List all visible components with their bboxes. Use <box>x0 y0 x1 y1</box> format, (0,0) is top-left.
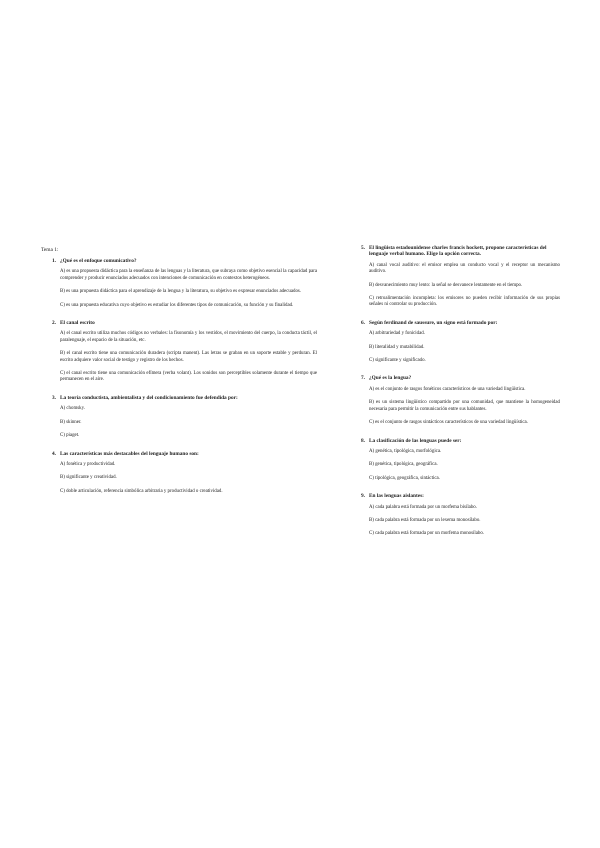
answer-option: C) tipológica, geográfica, sintáctica. <box>369 475 440 481</box>
question-heading <box>41 395 317 401</box>
answer-option: A) es el conjunto de rasgos fonéticos característicos de una variedad lingüística. <box>369 386 526 392</box>
question-number: 9. <box>361 493 365 500</box>
answer-option: B) el canal escrito tiene una comunicación duradera (scripta manent). Las letras se graban en un soporte estable y perduran. El escrito adquiere valor social de testigo y registro de los hechos. <box>60 351 317 363</box>
question-text: Según ferdinand de saussure, un signo está formado por: <box>369 319 498 326</box>
question-block <box>41 395 317 440</box>
document-title: Tema 1: <box>41 247 59 253</box>
answer-option: A) es una propuesta didáctica para la enseñanza de las lenguas y la literatura, que subraya como objetivo esencial la capacidad para comprender y producir enunciados adecuados con intenciones de comunicación en contextos heterogéneos. <box>60 269 317 281</box>
question-text: La teoría conductista, ambientalista y del condicionamiento fue defendida por: <box>60 394 238 401</box>
answer-option: B) cada palabra está formada por un lexema monosílabo. <box>369 517 481 523</box>
answer-option: A) fonética y productividad. <box>60 461 116 467</box>
question-heading <box>41 258 317 264</box>
question-block <box>350 245 560 309</box>
answer-option: C) el canal escrito tiene una comunicación efímera (verba volant). Los sonidos son perceptibles solamente durante el tiempo que permanecen en el aire. <box>60 371 317 383</box>
question-number: 3. <box>52 394 56 401</box>
answer-option: A) el canal escrito utiliza muchos códigos no verbales: la fisonomía y los vestidos, el movimiento del cuerpo, la conducta táctil, el paralenguaje, el espacio de la situación, etc. <box>60 331 317 343</box>
answer-option: C) retroalimentación incompleta: los emisores no pueden recibir información de sus propias señales ni controlar su producción. <box>369 296 560 308</box>
question-block <box>41 320 317 384</box>
answer-option: C) cada palabra está formada por un morfema monosílabo. <box>369 531 485 537</box>
question-block <box>350 438 560 483</box>
question-text: ¿Qué es la lengua? <box>369 375 412 382</box>
answer-option: A) canal vocal auditivo: el emisor emplea un conducto vocal y el receptor un mecanismo auditivo. <box>369 262 560 275</box>
question-text: La clasificación de las lenguas puede ser: <box>369 437 462 444</box>
answer-option: B) es una propuesta didáctica para el aprendizaje de la lengua y la literatura, su objetivo es expresar enunciados adecuados. <box>60 289 302 295</box>
question-block <box>350 493 560 538</box>
answer-option: A) arbitrariedad y fonicidad. <box>369 331 425 337</box>
question-heading <box>350 438 560 444</box>
question-heading <box>41 320 317 326</box>
question-number: 8. <box>361 437 365 444</box>
answer-option: C) es una propuesta educativa cuyo objetivo es estudiar los diferentes tipos de comunicación, su función y su finalidad. <box>60 302 294 308</box>
question-text: Las características más destacables del lenguaje humano son: <box>60 450 199 457</box>
answer-option: B) genética, tipológica, geográfica. <box>369 462 438 468</box>
question-heading <box>41 451 317 457</box>
answer-option: A) cada palabra está formada por un morfema bisílabo. <box>369 504 477 510</box>
question-text: El canal escrito <box>60 320 95 327</box>
answer-option: B) desvanecimiento muy lento: la señal se desvanece lentamente en el tiempo. <box>369 282 523 288</box>
question-text: ¿Qué es el enfoque comunicativo? <box>60 258 137 264</box>
question-number: 1. <box>52 258 56 264</box>
question-heading <box>350 375 560 381</box>
question-block <box>350 320 560 365</box>
question-text: En las lenguas aislantes: <box>369 493 424 500</box>
answer-option: B) es un sistema lingüístico compartido por una comunidad, que mantiene la homogeneidad necesaria para permitir la comunicación entre sus hablantes. <box>369 400 560 412</box>
answer-option: C) es el conjunto de rasgos sintácticos característicos de una variedad lingüística. <box>369 420 528 426</box>
question-heading <box>350 493 560 499</box>
answer-option: B) significante y creatividad. <box>60 475 117 481</box>
answer-option: C) significante y significado. <box>369 358 426 364</box>
question-number: 7. <box>361 375 365 382</box>
question-block <box>41 451 317 496</box>
question-number: 4. <box>52 450 56 457</box>
question-heading <box>350 245 560 258</box>
question-text: El lingüista estadounidense charles francis hockett, propone características del lenguaje verbal humano. Elige la opción correcta. <box>369 245 547 258</box>
right-column <box>350 245 600 549</box>
left-column <box>41 258 317 506</box>
question-block <box>350 375 560 426</box>
question-number: 6. <box>361 319 365 326</box>
question-number: 5. <box>361 245 365 251</box>
question-number: 2. <box>52 320 56 327</box>
question-heading <box>350 320 560 326</box>
answer-option: B) literalidad y mutabilidad. <box>369 344 425 350</box>
answer-option: C) doble articulación, referencia simbólica arbitraria y productividad o creatividad. <box>60 488 223 494</box>
answer-option: B) skinner. <box>60 419 82 425</box>
answer-option: A) genética, tipológica, morfológica. <box>369 448 442 454</box>
question-block <box>41 258 317 309</box>
answer-option: A) chomsky. <box>60 406 85 412</box>
answer-option: C) piaget. <box>60 433 80 439</box>
